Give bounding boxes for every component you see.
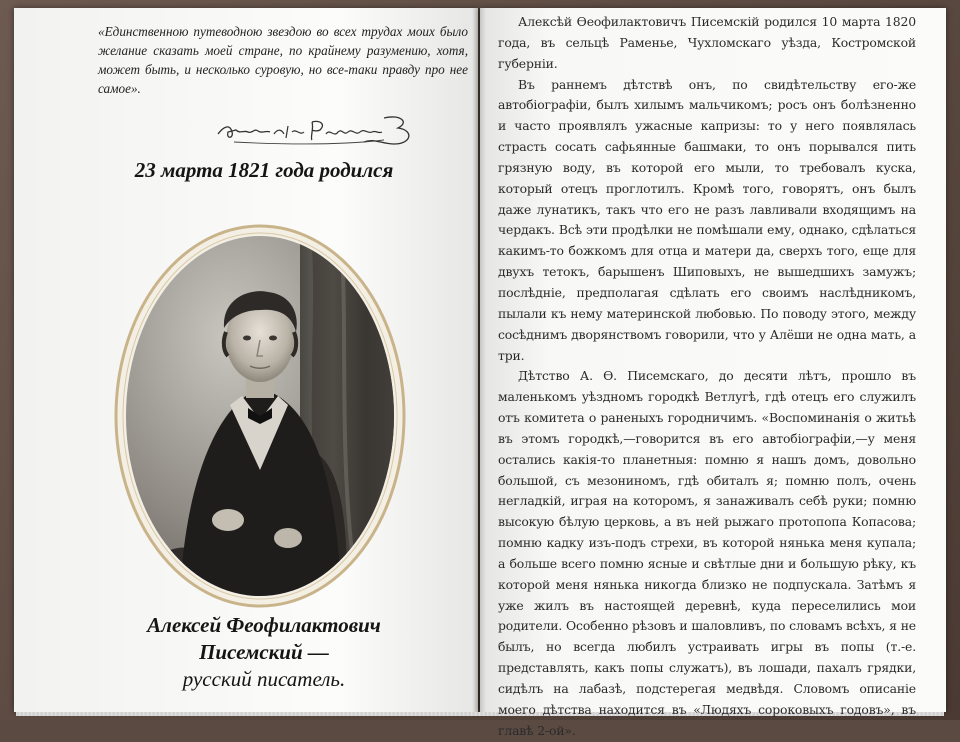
book-spine	[472, 8, 486, 712]
portrait-caption	[54, 612, 474, 693]
caption-name-line1: Алексей Феофилактович	[147, 613, 381, 637]
epigraph-quote: «Единственною путеводною звездою во всех трудах моих было желание сказать моей стране, по крайнему разумению, хотя, может быть, и несколько суровую, но все-таки правду про нее самое».	[98, 24, 468, 96]
caption-name-line2: Писемский —	[199, 640, 329, 664]
article-paragraph: Въ раннемъ дѣтствѣ онъ, по свидѣтельству его-же автобіографіи, былъ хилымъ мальчикомъ; росъ онъ болѣзненно и часто проявлялъ ужасные капризы: то у него появлялась страсть сосать сафьянные башмаки, то онъ порывался пить грязную воду, въ которой его мыли, то требовалъ куска, который отецъ проглотилъ. Кромѣ того, говорятъ, онъ былъ даже лунатикъ, такъ что его не разъ лавливали входящимъ на чердакъ. Всѣ эти продѣлки не помѣшали ему, однако, сдѣлаться какимъ-то божкомъ для отца и матери да, сверхъ того, еще для двухъ тетокъ, барышенъ Шиповыхъ, не вышедшихъ замужъ; послѣдніе, предполагая сдѣлать его своимъ наслѣдникомъ, пылали къ нему материнской любовью. По поводу этого, между сосѣднимъ дворянствомъ говорили, что у Алёши не одна мать, а три.	[498, 76, 916, 363]
birth-date-heading: 23 марта 1821 года родился	[134, 158, 394, 182]
portrait-photo	[110, 220, 410, 612]
biography-article	[498, 12, 916, 742]
article-paragraph: Дѣтство А. Ѳ. Писемскаго, до десяти лѣтъ, прошло въ маленькомъ уѣздномъ городкѣ Ветлугѣ, гдѣ отецъ его служилъ отъ комитета о раненыхъ городничимъ. «Воспоминанія о житьѣ въ этомъ городкѣ,—говорится въ его автобіографіи,—у меня остались какія-то планетныя: помню я нашъ домъ, довольно большой, съ мезониномъ, гдѣ обиталъ я; помню полъ, очень негладкій, играя на которомъ, я занаживалъ себѣ руки; помню высокую бѣлую церковь, а въ ней рыжаго протопопа Копасова; помню кадку изъ-подъ стрехи, въ которой нянька меня купала; а больше всего помню ясные и свѣтлые дни и большую рѣку, къ которой меня нянька никогда близко не подпускала. Затѣмъ я уже жилъ въ настоящей деревнѣ, куда переселились мои родители. Особенно рѣзовъ и шаловливъ, по словамъ всѣхъ, я не былъ, но всегда любилъ устраивать игры въ попы (т.-е. представлять, какъ попы служатъ), въ лошади, пахалъ грядки, сидѣлъ на лабазѣ, подстерегая медвѣдя. Словомъ описаніе моего дѣтства находится въ «Людяхъ сороковыхъ годовъ», въ главѣ 2-ой».	[498, 368, 916, 738]
article-paragraph: Алексѣй Ѳеофилактовичъ Писемскій родился 10 марта 1820 года, въ сельцѣ Раменье, Чухломскаго уѣзда, Костромской губерніи.	[498, 14, 916, 71]
left-page	[14, 8, 478, 712]
signature-icon	[214, 104, 424, 154]
caption-role: русский писатель.	[182, 667, 346, 691]
